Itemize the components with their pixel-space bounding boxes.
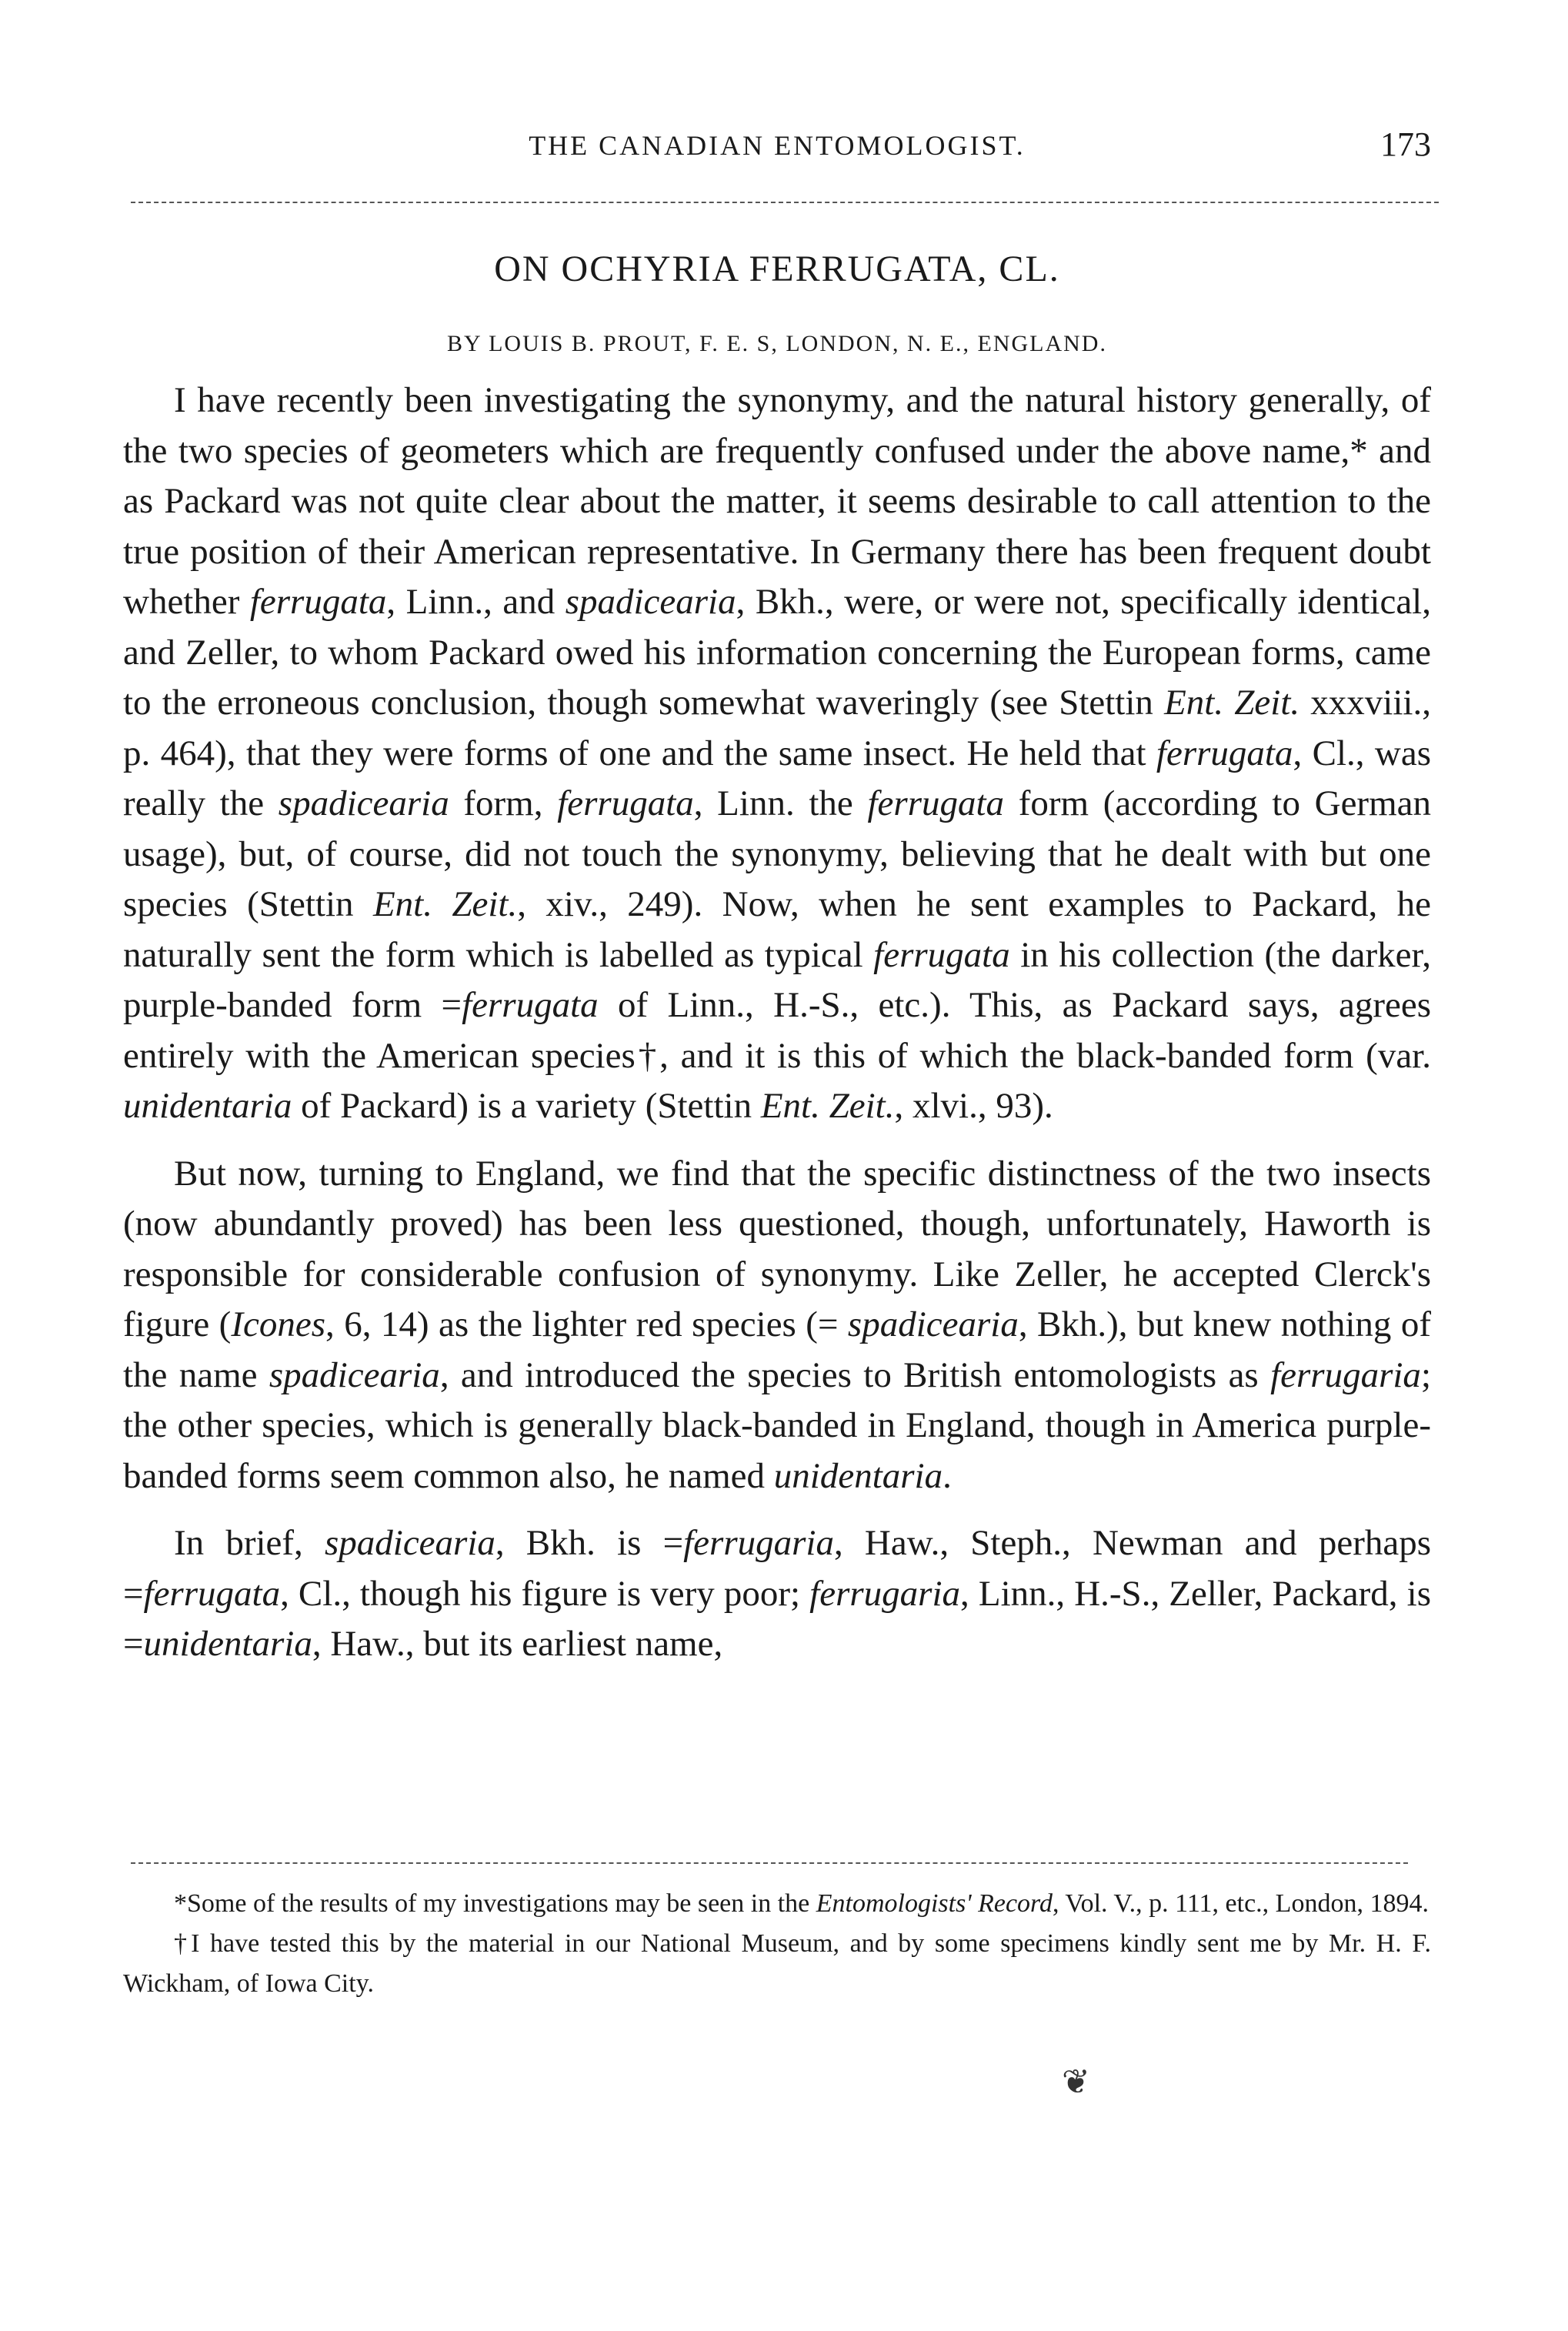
- italic-term: Icones: [231, 1304, 326, 1344]
- italic-term: spadicearia: [565, 582, 736, 622]
- italic-term: ferrugata: [462, 985, 599, 1025]
- footnote: †I have tested this by the material in our National Museum, and by some specimens kindly sent me by Mr. H. F. Wickham, of Iowa City.: [123, 1929, 1431, 1998]
- italic-term: unidentaria: [123, 1086, 292, 1126]
- header-rule: [131, 202, 1439, 203]
- italic-term: spadicearia: [269, 1354, 440, 1395]
- italic-term: ferrugata: [1156, 733, 1293, 773]
- italic-term: ferrugata: [143, 1573, 281, 1614]
- italic-term: spadicearia: [847, 1304, 1019, 1344]
- paragraph: But now, turning to England, we find that the specific distinctness of the two insects (now abundantly proved) has been less questioned, though, unfortunately, Haworth is responsible for considerable confusion of synonymy. Like Zeller, he accepted Clerck's figure (Icones, 6, 14) as the lighter red species (= spadicearia, Bkh.), but knew nothing of the name spadicearia, and introduced the species to British entomologists as ferrugaria; the other species, which is generally black-banded in England, though in America purple-banded forms seem common also, he named unidentaria.: [123, 1153, 1431, 1496]
- italic-term: Ent. Zeit.: [372, 884, 518, 924]
- italic-term: Ent. Zeit.: [1164, 683, 1300, 723]
- printer-ornament-icon: ❦: [1062, 2063, 1090, 2101]
- article-byline: BY LOUIS B. PROUT, F. E. S, LONDON, N. E., ENGLAND.: [447, 331, 1107, 356]
- italic-term: Ent. Zeit.: [760, 1086, 895, 1126]
- italic-term: ferrugata: [873, 934, 1010, 975]
- italic-term: spadicearia: [278, 783, 449, 823]
- italic-term: Entomologists' Record: [816, 1889, 1053, 1918]
- running-head: [123, 125, 1431, 175]
- italic-term: ferrugaria: [1270, 1354, 1421, 1395]
- footnotes: [123, 1884, 1431, 2004]
- italic-term: ferrugata: [249, 582, 387, 622]
- paragraph: In brief, spadicearia, Bkh. is =ferrugaria, Haw., Steph., Newman and perhaps =ferrugata, Cl., though his figure is very poor; ferrugaria, Linn., H.-S., Zeller, Packard, is =unidentaria, Haw., but its earliest name,: [123, 1523, 1431, 1664]
- italic-term: ferrugata: [557, 783, 694, 823]
- footnote-rule: [131, 1862, 1408, 1864]
- italic-term: spadicearia: [324, 1523, 495, 1563]
- journal-title: THE CANADIAN ENTOMOLOGIST.: [529, 130, 1026, 161]
- page-number: 173: [1380, 125, 1431, 163]
- italic-term: ferrugaria: [683, 1523, 834, 1563]
- italic-term: unidentaria: [143, 1624, 312, 1664]
- footnote: *Some of the results of my investigations may be seen in the Entomologists' Record, Vol. V., p. 111, etc., London, 1894.: [174, 1889, 1429, 1918]
- italic-term: unidentaria: [773, 1455, 943, 1496]
- article-title: ON OCHYRIA FERRUGATA, CL.: [494, 249, 1060, 289]
- italic-term: ferrugaria: [809, 1573, 961, 1614]
- paragraph: I have recently been investigating the synonymy, and the natural history generally, of the two species of geometers which are frequently confused under the above name,* and as Packard was not quite clear about the matter, it seems desirable to call attention to the true position of their American representative. In Germany there has been frequent doubt whether ferrugata, Linn., and spadicearia, Bkh., were, or were not, specifically identical, and Zeller, to whom Packard owed his information concerning the European forms, came to the erroneous conclusion, though somewhat waveringly (see Stettin Ent. Zeit. xxxviii., p. 464), that they were forms of one and the same insect. He held that ferrugata, Cl., was really the spadicearia form, ferrugata, Linn. the ferrugata form (according to German usage), but, of course, did not touch the synonymy, believing that he dealt with but one species (Stettin Ent. Zeit., xiv., 249). Now, when he sent examples to Packard, he naturally sent the form which is labelled as typical ferrugata in his collection (the darker, purple-banded form =ferrugata of Linn., H.-S., etc.). This, as Packard says, agrees entirely with the American species†, and it is this of which the black-banded form (var. unidentaria of Packard) is a variety (Stettin Ent. Zeit., xlvi., 93).: [123, 380, 1432, 1126]
- article-body: [123, 376, 1431, 1687]
- italic-term: ferrugata: [867, 783, 1005, 823]
